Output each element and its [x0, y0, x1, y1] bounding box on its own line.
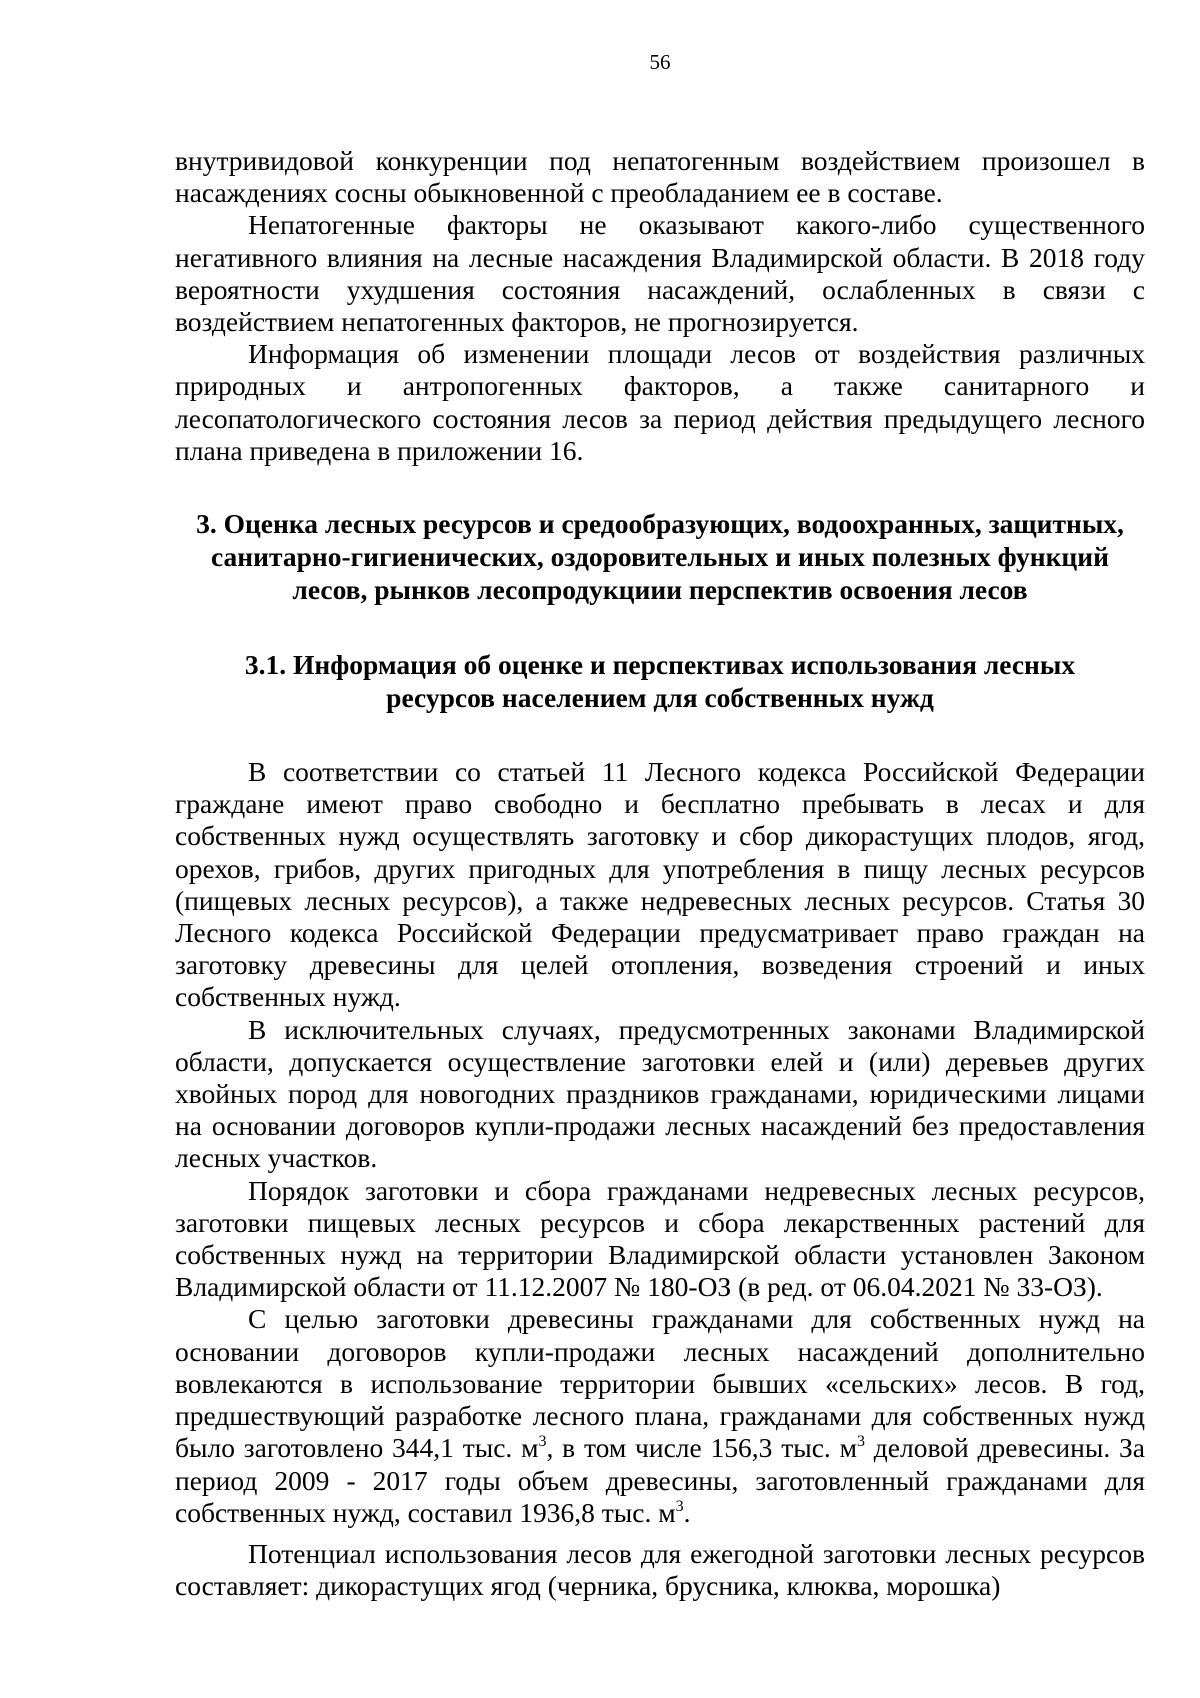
paragraph: Информация об изменении площади лесов от воздействия различных природных и антропогенных факторов, а также санитарного и лесопатологического состояния лесов за период действия предыдущего лесного плана приведена в приложении 16.: [175, 338, 1145, 466]
document-body: [175, 145, 1145, 1602]
superscript: 3: [675, 1497, 684, 1515]
paragraph-continuation: внутривидовой конкуренции под непатогенным воздействием произошел в насаждениях сосны обыкновенной с преобладанием ее в составе.: [175, 145, 1145, 209]
text-run: С целью заготовки древесины гражданами для собственных нужд на основании договоров купли-продажи лесных насаждений дополнительно вовлекаются в использование территории бывших «сельских» лесов. В год, предшествующий разработке лесного плана, гражданами для собственных нужд было заготовлено 344,1 тыс. м: [175, 1303, 1145, 1464]
paragraph-volumes: [175, 1303, 1145, 1528]
subsection-heading: 3.1. Информация об оценке и перспективах использования лесных ресурсов населением для собственных нужд: [244, 649, 1076, 714]
paragraph: Порядок заготовки и сбора гражданами недревесных лесных ресурсов, заготовки пищевых лесных ресурсов и сбора лекарственных растений для собственных нужд на территории Владимирской области установлен Законом Владимирской области от 11.12.2007 № 180-ОЗ (в ред. от 06.04.2021 № 33-ОЗ).: [175, 1174, 1145, 1303]
paragraph: В соответствии со статьей 11 Лесного кодекса Российской Федерации граждане имеют право свободно и бесплатно пребывать в лесах и для собственных нужд осуществлять заготовку и сбор дикорастущих плодов, ягод, орехов, грибов, других пригодных для употребления в пищу лесных ресурсов (пищевых лесных ресурсов), а также недревесных лесных ресурсов. Статья 30 Лесного кодекса Российской Федерации предусматривает право граждан на заготовку древесины для целей отопления, возведения строений и иных собственных нужд.: [175, 756, 1145, 1013]
page-number: 56: [649, 50, 671, 74]
text-run: деловой древесины. За период 2009 - 2017 годы объем древесины, заготовленный гражданами для собственных нужд, составил 1936,8 тыс. м: [175, 1432, 1145, 1528]
superscript: 3: [538, 1433, 547, 1451]
superscript: 3: [857, 1433, 865, 1451]
text-run: , в том числе 156,3 тыс. м: [546, 1432, 857, 1464]
section-heading: 3. Оценка лесных ресурсов и средообразующих, водоохранных, защитных, санитарно-гигиенических, оздоровительных и иных полезных функций лесов, рынков лесопродукциии перспектив освоения лесов: [196, 508, 1124, 606]
text-run: .: [683, 1496, 691, 1528]
paragraph: Непатогенные факторы не оказывают какого-либо существенного негативного влияния на лесные насаждения Владимирской области. В 2018 году вероятности ухудшения состояния насаждений, ослабленных в связи с воздействием непатогенных факторов, не прогнозируется.: [175, 209, 1145, 338]
paragraph: В исключительных случаях, предусмотренных законами Владимирской области, допускается осуществление заготовки елей и (или) деревьев других хвойных пород для новогодних праздников гражданами, юридическими лицами на основании договоров купли-продажи лесных насаждений без предоставления лесных участков.: [175, 1013, 1145, 1174]
paragraph: Потенциал использования лесов для ежегодной заготовки лесных ресурсов составляет: дикорастущих ягод (черника, брусника, клюква, морошка): [175, 1537, 1145, 1602]
